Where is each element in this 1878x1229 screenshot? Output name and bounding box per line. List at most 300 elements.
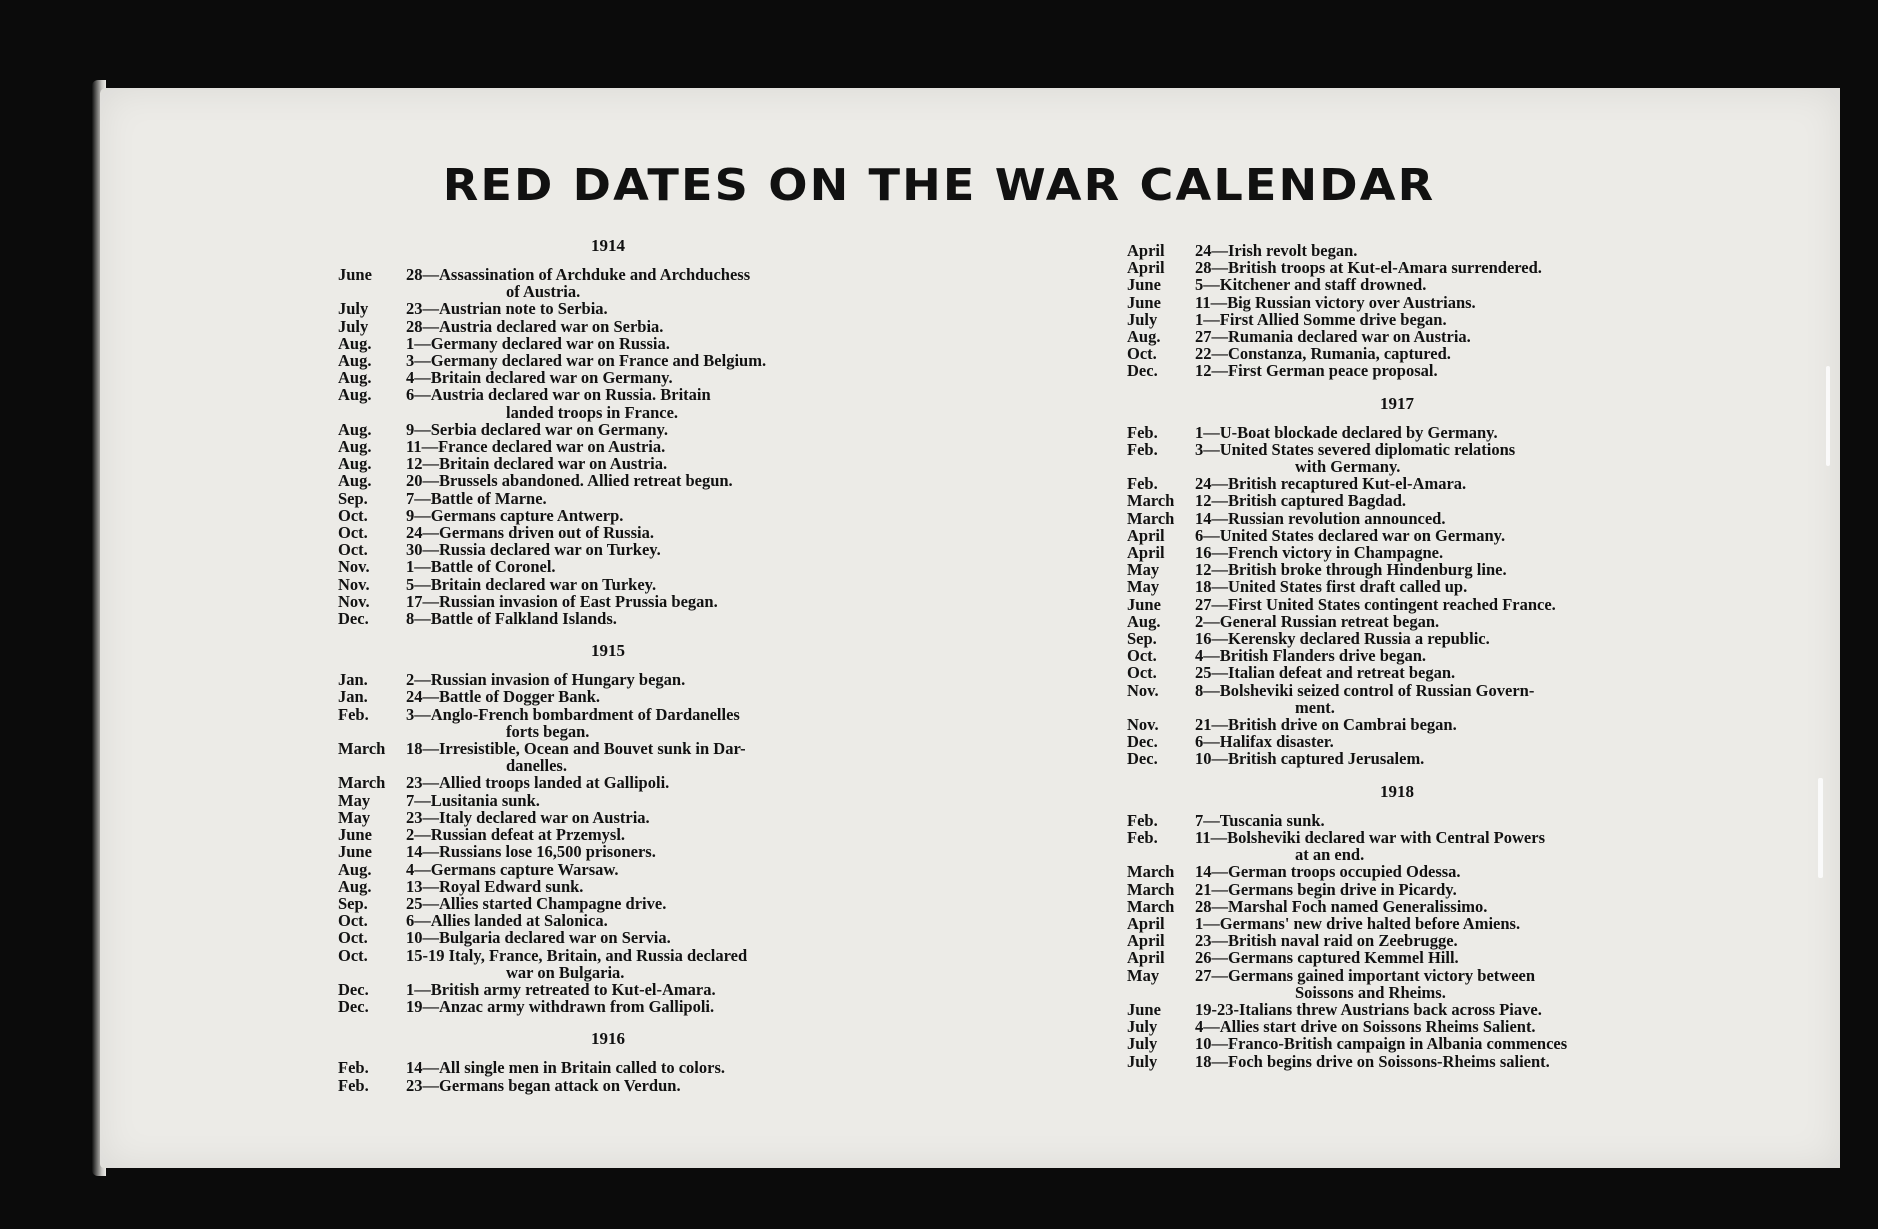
calendar-entry — [1127, 475, 1667, 492]
entry-text-wrap — [1195, 259, 1667, 276]
entry-text-wrap — [406, 929, 878, 946]
entry-text: 30—Russia declared war on Turkey. — [406, 540, 661, 560]
calendar-entry — [338, 507, 878, 524]
entry-text: 17—Russian invasion of East Prussia began. — [406, 591, 718, 611]
calendar-entry — [1127, 733, 1667, 750]
calendar-entry — [1127, 750, 1667, 767]
calendar-entry — [1127, 242, 1667, 259]
entry-text: 5—Britain declared war on Turkey. — [406, 574, 657, 594]
entry-text-wrap — [406, 843, 878, 860]
entry-month: April — [1127, 913, 1165, 933]
entry-text: 24—Irish revolt began. — [1195, 241, 1358, 260]
entry-text-wrap — [406, 1077, 878, 1094]
entry-month: Dec. — [338, 609, 369, 629]
entry-text: 19-23-Italians threw Austrians back across Piave. — [1195, 999, 1542, 1019]
entry-text-wrap — [1195, 1053, 1667, 1070]
year-heading: 1914 — [591, 236, 625, 255]
calendar-entry — [1127, 915, 1667, 932]
binding-mark — [1826, 366, 1830, 466]
entry-text: 23—Allied troops landed at Gallipoli. — [406, 773, 670, 793]
entry-month: Aug. — [338, 419, 372, 439]
entry-text: 13—Royal Edward sunk. — [406, 876, 584, 896]
entry-text: 23—Austrian note to Serbia. — [406, 299, 608, 319]
calendar-entry — [338, 386, 878, 420]
entry-text-wrap — [406, 438, 878, 455]
entry-text-wrap — [1195, 915, 1667, 932]
entry-text-wrap — [406, 352, 878, 369]
entry-month: Aug. — [338, 437, 372, 457]
entry-month: Nov. — [1127, 715, 1159, 735]
entry-text-wrap — [1195, 527, 1667, 544]
entry-continuation: with Germany. — [1295, 457, 1401, 477]
entry-text-wrap — [406, 455, 878, 472]
calendar-entry — [1127, 1053, 1667, 1070]
entry-month: March — [1127, 862, 1175, 882]
entry-month: March — [1127, 491, 1175, 511]
entry-continuation: ment. — [1295, 697, 1335, 717]
entry-text: 24—British recaptured Kut-el-Amara. — [1195, 474, 1467, 494]
entry-text: 28—British troops at Kut-el-Amara surrendered. — [1195, 258, 1542, 278]
calendar-entry — [338, 558, 878, 575]
entry-text-wrap — [1195, 362, 1667, 379]
entry-month: Aug. — [338, 859, 372, 879]
calendar-entry — [338, 774, 878, 791]
entry-text-wrap — [406, 1059, 878, 1076]
entry-month: May — [1127, 965, 1160, 985]
calendar-entry — [1127, 527, 1667, 544]
calendar-entry — [1127, 829, 1667, 863]
entry-text-wrap — [1195, 967, 1667, 1001]
entry-month: June — [338, 825, 372, 845]
calendar-entry — [1127, 682, 1667, 716]
entry-text-wrap — [406, 300, 878, 317]
entry-text-wrap — [1195, 647, 1667, 664]
calendar-entry — [338, 593, 878, 610]
entry-month: April — [1127, 948, 1165, 968]
calendar-entry — [338, 335, 878, 352]
entry-month: April — [1127, 258, 1165, 278]
calendar-entry — [338, 861, 878, 878]
entry-month: May — [338, 790, 371, 810]
calendar-entry — [338, 472, 878, 489]
entry-text: 24—Battle of Dogger Bank. — [406, 687, 601, 707]
entry-text: 2—General Russian retreat began. — [1195, 611, 1440, 631]
entry-text-wrap — [1195, 441, 1667, 475]
calendar-entry — [338, 1059, 878, 1076]
calendar-entry — [338, 792, 878, 809]
entry-month: Nov. — [338, 591, 370, 611]
entry-text: 25—Italian defeat and retreat began. — [1195, 663, 1456, 683]
year-section — [338, 236, 878, 627]
entry-text: 10—Franco-British campaign in Albania commences — [1195, 1034, 1568, 1054]
calendar-entry — [338, 1077, 878, 1094]
calendar-entry — [338, 878, 878, 895]
entry-month: Feb. — [1127, 827, 1158, 847]
year-section — [1127, 394, 1667, 768]
entry-month: June — [338, 842, 372, 862]
entry-text: 27—First United States contingent reached France. — [1195, 594, 1556, 614]
entry-text-wrap — [1195, 863, 1667, 880]
entry-text-wrap — [406, 335, 878, 352]
entry-text: 14—All single men in Britain called to colors. — [406, 1058, 725, 1078]
entry-text-wrap — [1195, 544, 1667, 561]
entry-month: Oct. — [338, 505, 368, 525]
entry-text: 12—British captured Bagdad. — [1195, 491, 1407, 511]
entry-text: 18—Foch begins drive on Soissons-Rheims salient. — [1195, 1051, 1550, 1071]
entry-text: 7—Battle of Marne. — [406, 488, 547, 508]
entry-continuation: Soissons and Rheims. — [1295, 982, 1446, 1002]
entry-text-wrap — [1195, 510, 1667, 527]
entry-month: Aug. — [338, 385, 372, 405]
entry-text-wrap — [1195, 242, 1667, 259]
entry-text: 11—Big Russian victory over Austrians. — [1195, 292, 1476, 312]
entry-month: Oct. — [1127, 344, 1157, 364]
calendar-entry — [1127, 328, 1667, 345]
entry-month: Dec. — [338, 979, 369, 999]
entry-text: 14—German troops occupied Odessa. — [1195, 862, 1461, 882]
entry-text: 23—Italy declared war on Austria. — [406, 807, 650, 827]
entry-month: June — [1127, 999, 1161, 1019]
entry-month: April — [1127, 543, 1165, 563]
entry-text: 27—Rumania declared war on Austria. — [1195, 327, 1471, 347]
entry-text-wrap — [406, 740, 878, 774]
entry-text: 12—Britain declared war on Austria. — [406, 454, 668, 474]
entry-text: 14—Russians lose 16,500 prisoners. — [406, 842, 656, 862]
calendar-entry — [338, 266, 878, 300]
entry-month: Nov. — [338, 557, 370, 577]
entry-continuation: at an end. — [1295, 845, 1365, 865]
entry-text: 4—Germans capture Warsaw. — [406, 859, 619, 879]
calendar-entry — [338, 352, 878, 369]
binding-mark — [1818, 778, 1823, 878]
entry-text-wrap — [1195, 328, 1667, 345]
entry-text-wrap — [1195, 881, 1667, 898]
year-section — [338, 1029, 878, 1093]
calendar-entry — [338, 947, 878, 981]
entry-text: 1—Battle of Coronel. — [406, 557, 556, 577]
entry-month: Aug. — [338, 454, 372, 474]
entry-text-wrap — [406, 524, 878, 541]
calendar-entry — [338, 688, 878, 705]
calendar-entry — [338, 524, 878, 541]
entry-text-wrap — [1195, 682, 1667, 716]
entry-month: Oct. — [338, 945, 368, 965]
entry-month: Aug. — [338, 471, 372, 491]
entry-text: 18—Irresistible, Ocean and Bouvet sunk in Dar- — [406, 739, 746, 759]
calendar-entry — [338, 912, 878, 929]
calendar-entry — [338, 576, 878, 593]
entry-continuation: forts began. — [506, 721, 590, 741]
calendar-entry — [338, 981, 878, 998]
calendar-entry — [1127, 863, 1667, 880]
calendar-entry — [338, 671, 878, 688]
entry-text: 16—French victory in Champagne. — [1195, 543, 1444, 563]
entry-text-wrap — [1195, 829, 1667, 863]
entry-text-wrap — [406, 826, 878, 843]
entry-text-wrap — [1195, 613, 1667, 630]
calendar-entry — [1127, 967, 1667, 1001]
entry-month: April — [1127, 931, 1165, 951]
entry-text: 11—France declared war on Austria. — [406, 437, 666, 457]
entry-month: Dec. — [338, 997, 369, 1017]
entry-month: Nov. — [1127, 680, 1159, 700]
page-title: RED DATES ON THE WAR CALENDAR — [442, 160, 1436, 211]
entry-text-wrap — [1195, 311, 1667, 328]
entry-text-wrap — [406, 593, 878, 610]
entry-month: Oct. — [338, 523, 368, 543]
entry-month: Dec. — [1127, 749, 1158, 769]
calendar-entry — [338, 809, 878, 826]
entry-continuation: of Austria. — [506, 282, 581, 302]
entry-text: 6—Halifax disaster. — [1195, 732, 1334, 752]
entry-text: 27—Germans gained important victory between — [1195, 965, 1536, 985]
entry-text: 12—British broke through Hindenburg line. — [1195, 560, 1507, 580]
year-section — [338, 641, 878, 1015]
entry-text: 2—Russian invasion of Hungary began. — [406, 670, 686, 690]
entry-text: 12—First German peace proposal. — [1195, 361, 1438, 381]
entry-text-wrap — [1195, 716, 1667, 733]
entry-text-wrap — [1195, 949, 1667, 966]
entry-text: 22—Constanza, Rumania, captured. — [1195, 344, 1451, 364]
entry-month: June — [1127, 275, 1161, 295]
entry-text-wrap — [406, 878, 878, 895]
calendar-entry — [1127, 1001, 1667, 1018]
entry-text: 4—British Flanders drive began. — [1195, 646, 1427, 666]
calendar-entry — [338, 490, 878, 507]
calendar-entry — [338, 421, 878, 438]
calendar-entry — [338, 438, 878, 455]
entry-text-wrap — [1195, 345, 1667, 362]
entry-text: 5—Kitchener and staff drowned. — [1195, 275, 1427, 295]
entry-text-wrap — [406, 369, 878, 386]
entry-text-wrap — [406, 266, 878, 300]
entry-text: 23—British naval raid on Zeebrugge. — [1195, 931, 1458, 951]
calendar-entry — [338, 300, 878, 317]
entry-text: 9—Serbia declared war on Germany. — [406, 419, 669, 439]
entry-month: June — [338, 265, 372, 284]
entry-month: March — [338, 773, 386, 793]
calendar-entry — [1127, 716, 1667, 733]
entry-month: Sep. — [1127, 629, 1157, 649]
entry-month: Dec. — [1127, 732, 1158, 752]
calendar-entry — [1127, 664, 1667, 681]
year-heading: 1917 — [1380, 393, 1414, 413]
calendar-entry — [338, 826, 878, 843]
entry-month: Jan. — [338, 687, 368, 707]
calendar-entry — [338, 541, 878, 558]
entry-month: Feb. — [338, 1058, 369, 1078]
calendar-entry — [338, 998, 878, 1015]
entry-text: 8—Bolsheviki seized control of Russian Govern- — [1195, 680, 1535, 700]
entry-text: 7—Tuscania sunk. — [1195, 810, 1325, 830]
entry-month: April — [1127, 241, 1165, 260]
entry-text-wrap — [406, 912, 878, 929]
entry-text-wrap — [406, 792, 878, 809]
entry-month: Oct. — [338, 540, 368, 560]
entry-month: March — [1127, 879, 1175, 899]
entry-month: Oct. — [338, 928, 368, 948]
calendar-entry — [338, 929, 878, 946]
entry-text: 10—British captured Jerusalem. — [1195, 749, 1425, 769]
entry-text-wrap — [406, 981, 878, 998]
entry-text: 6—Allies landed at Salonica. — [406, 911, 608, 931]
entry-text-wrap — [406, 610, 878, 627]
entry-month: Feb. — [1127, 474, 1158, 494]
entry-month: June — [1127, 292, 1161, 312]
entry-text: 25—Allies started Champagne drive. — [406, 893, 667, 913]
calendar-entry — [338, 455, 878, 472]
calendar-entry — [338, 740, 878, 774]
calendar-entry — [1127, 812, 1667, 829]
right-column — [1127, 242, 1667, 1070]
entry-month: Nov. — [338, 574, 370, 594]
entry-text: 15-19 Italy, France, Britain, and Russia declared — [406, 945, 748, 965]
entry-text-wrap — [406, 421, 878, 438]
entry-text-wrap — [406, 507, 878, 524]
entry-month: Oct. — [338, 911, 368, 931]
entry-text: 3—Anglo-French bombardment of Dardanelles — [406, 704, 740, 724]
entry-text: 20—Brussels abandoned. Allied retreat begun. — [406, 471, 733, 491]
calendar-entry — [1127, 311, 1667, 328]
entry-month: Feb. — [1127, 422, 1158, 442]
entry-text: 2—Russian defeat at Przemysl. — [406, 825, 626, 845]
entry-text: 14—Russian revolution announced. — [1195, 508, 1446, 528]
entry-month: Feb. — [1127, 439, 1158, 459]
entry-text-wrap — [1195, 1018, 1667, 1035]
entry-text-wrap — [1195, 932, 1667, 949]
entry-text: 4—Allies start drive on Soissons Rheims Salient. — [1195, 1017, 1536, 1037]
entry-text-wrap — [1195, 492, 1667, 509]
calendar-entry — [1127, 578, 1667, 595]
entry-text-wrap — [1195, 664, 1667, 681]
entry-text: 28—Marshal Foch named Generalissimo. — [1195, 896, 1488, 916]
entry-text-wrap — [406, 490, 878, 507]
entry-month: Sep. — [338, 488, 368, 508]
entry-month: July — [1127, 1034, 1158, 1054]
entry-month: May — [338, 807, 371, 827]
entry-text-wrap — [406, 472, 878, 489]
entry-text-wrap — [1195, 596, 1667, 613]
calendar-entry — [1127, 630, 1667, 647]
calendar-entry — [1127, 881, 1667, 898]
entry-text-wrap — [406, 671, 878, 688]
entry-text: 4—Britain declared war on Germany. — [406, 368, 673, 388]
entry-text: 3—United States severed diplomatic relations — [1195, 439, 1516, 459]
entry-text: 21—Germans begin drive in Picardy. — [1195, 879, 1457, 899]
entry-month: Dec. — [1127, 361, 1158, 381]
entry-month: Jan. — [338, 670, 368, 690]
calendar-entry — [338, 318, 878, 335]
calendar-entry — [338, 843, 878, 860]
year-section — [1127, 782, 1667, 1070]
calendar-entry — [338, 706, 878, 740]
entry-text: 24—Germans driven out of Russia. — [406, 523, 654, 543]
entry-continuation: landed troops in France. — [506, 402, 679, 422]
entry-continuation: war on Bulgaria. — [506, 962, 625, 982]
entry-text: 6—United States declared war on Germany. — [1195, 525, 1506, 545]
entry-month: Oct. — [1127, 663, 1157, 683]
calendar-entry — [1127, 898, 1667, 915]
calendar-entry — [338, 369, 878, 386]
entry-text-wrap — [1195, 1001, 1667, 1018]
entry-month: July — [338, 316, 369, 336]
calendar-entry — [1127, 362, 1667, 379]
entry-text-wrap — [1195, 276, 1667, 293]
entry-text-wrap — [406, 558, 878, 575]
entry-text-wrap — [406, 318, 878, 335]
left-column — [338, 236, 878, 1094]
year-section — [1127, 242, 1667, 380]
entry-text-wrap — [1195, 561, 1667, 578]
entry-month: Aug. — [338, 876, 372, 896]
entry-text-wrap — [1195, 424, 1667, 441]
entry-month: May — [1127, 560, 1160, 580]
entry-text-wrap — [1195, 475, 1667, 492]
calendar-entry — [338, 610, 878, 627]
entry-month: June — [1127, 594, 1161, 614]
entry-month: March — [338, 739, 386, 759]
entry-text-wrap — [406, 861, 878, 878]
calendar-entry — [1127, 544, 1667, 561]
entry-text: 8—Battle of Falkland Islands. — [406, 609, 617, 629]
entry-month: July — [1127, 1051, 1158, 1071]
entry-month: Feb. — [338, 704, 369, 724]
entry-month: July — [338, 299, 369, 319]
entry-text: 28—Austria declared war on Serbia. — [406, 316, 664, 336]
entry-month: March — [1127, 896, 1175, 916]
entry-month: Aug. — [338, 351, 372, 371]
entry-month: Aug. — [338, 333, 372, 353]
entry-month: Feb. — [1127, 810, 1158, 830]
calendar-entry — [1127, 510, 1667, 527]
entry-text: 1—Germany declared war on Russia. — [406, 333, 670, 353]
entry-text: 26—Germans captured Kemmel Hill. — [1195, 948, 1459, 968]
entry-text-wrap — [406, 998, 878, 1015]
entry-month: Aug. — [1127, 327, 1161, 347]
entry-text-wrap — [406, 809, 878, 826]
calendar-entry — [1127, 345, 1667, 362]
entry-text-wrap — [406, 895, 878, 912]
entry-text-wrap — [406, 947, 878, 981]
entry-month: April — [1127, 525, 1165, 545]
entry-text-wrap — [1195, 812, 1667, 829]
entry-month: Aug. — [1127, 611, 1161, 631]
calendar-entry — [1127, 613, 1667, 630]
entry-text-wrap — [406, 688, 878, 705]
entry-text-wrap — [406, 386, 878, 420]
calendar-entry — [1127, 441, 1667, 475]
entry-text-wrap — [406, 774, 878, 791]
entry-text: 1—First Allied Somme drive began. — [1195, 309, 1447, 329]
entry-text: 1—U-Boat blockade declared by Germany. — [1195, 422, 1498, 442]
calendar-entry — [1127, 596, 1667, 613]
entry-continuation: danelles. — [506, 756, 567, 776]
entry-text: 1—Germans' new drive halted before Amiens. — [1195, 913, 1521, 933]
year-heading: 1918 — [1380, 781, 1414, 801]
calendar-entry — [1127, 276, 1667, 293]
calendar-entry — [1127, 949, 1667, 966]
entry-text-wrap — [406, 706, 878, 740]
entry-text-wrap — [1195, 750, 1667, 767]
calendar-entry — [1127, 294, 1667, 311]
entry-text-wrap — [1195, 898, 1667, 915]
entry-month: Oct. — [1127, 646, 1157, 666]
entry-month: Sep. — [338, 893, 368, 913]
entry-text: 6—Austria declared war on Russia. Britain — [406, 385, 711, 405]
entry-month: May — [1127, 577, 1160, 597]
entry-month: July — [1127, 309, 1158, 329]
calendar-entry — [1127, 259, 1667, 276]
